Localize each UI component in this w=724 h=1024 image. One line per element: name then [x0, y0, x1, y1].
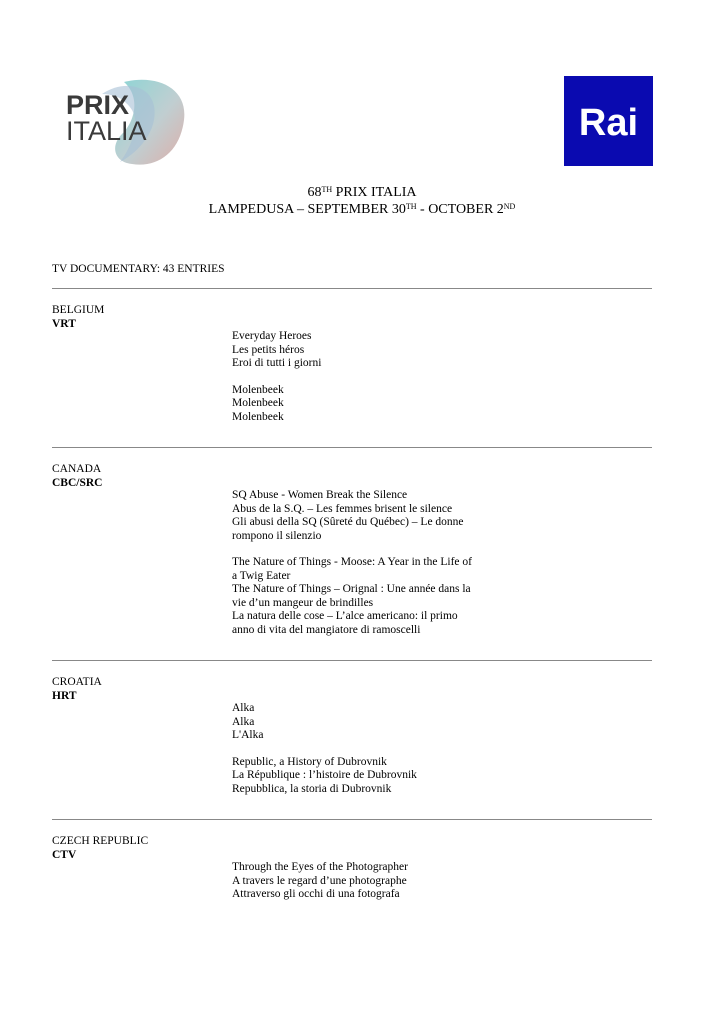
broadcaster-name: VRT	[52, 318, 76, 330]
divider	[52, 819, 652, 820]
program-title: Republic, a History of Dubrovnik	[232, 755, 387, 768]
program-list	[232, 489, 492, 637]
start-suffix: TH	[405, 202, 417, 211]
rai-text: Rai	[578, 102, 639, 144]
program-title: Les petits héros	[232, 343, 305, 356]
program-title: vie d’un mangeur de brindilles	[232, 596, 374, 609]
program-title: Eroi di tutti i giorni	[232, 357, 322, 369]
program-title: Everyday Heroes	[232, 330, 312, 342]
divider	[52, 288, 652, 289]
program-title: The Nature of Things - Moose: A Year in the Life of	[232, 556, 472, 568]
program-title: Alka	[232, 702, 255, 714]
divider	[52, 447, 652, 448]
country-block	[52, 303, 104, 331]
rai-logo	[564, 76, 653, 166]
end-suffix: ND	[503, 202, 516, 211]
country-name: CROATIA	[52, 676, 102, 688]
program-list	[232, 330, 492, 424]
location-dates-end: - OCTOBER 2	[416, 202, 504, 217]
program-title: Gli abusi della SQ (Sûreté du Québec) – Le donne	[232, 516, 464, 528]
location-dates	[0, 201, 724, 218]
divider	[52, 660, 652, 661]
broadcaster-name: HRT	[52, 690, 77, 702]
edition-suffix: TH	[321, 185, 333, 194]
broadcaster-name: CBC/SRC	[52, 477, 103, 489]
location-dates-start: LAMPEDUSA – SEPTEMBER 30	[208, 202, 406, 217]
prix-text: PRIX	[66, 90, 130, 120]
program-title: Molenbeek	[232, 397, 284, 409]
program-title: Molenbeek	[232, 410, 284, 423]
program-list	[232, 861, 492, 902]
italia-text: ITALIA	[66, 116, 147, 146]
program-title: Through the Eyes of the Photographer	[232, 861, 408, 873]
broadcaster-name: CTV	[52, 849, 77, 861]
prix-italia-logo	[62, 76, 188, 168]
category-heading: TV DOCUMENTARY: 43 ENTRIES	[52, 263, 225, 275]
country-name: BELGIUM	[52, 304, 105, 316]
program-title: a Twig Eater	[232, 569, 291, 582]
country-name: CZECH REPUBLIC	[52, 835, 149, 847]
program-title: Attraverso gli occhi di una fotografa	[232, 888, 400, 900]
country-name: CANADA	[52, 463, 102, 475]
program-title: anno di vita del mangiatore di ramoscelli	[232, 623, 421, 636]
program-title: Abus de la S.Q. – Les femmes brisent le silence	[232, 502, 453, 515]
program-title: A travers le regard d’une photographe	[232, 874, 407, 887]
program-title: Molenbeek	[232, 383, 284, 396]
country-block	[52, 834, 148, 862]
edition-title	[0, 184, 724, 201]
program-title: La natura delle cose – L’alce americano: il primo	[232, 610, 458, 622]
program-title: The Nature of Things – Orignal : Une année dans la	[232, 583, 471, 595]
program-title: La République : l’histoire de Dubrovnik	[232, 769, 417, 781]
program-title: SQ Abuse - Women Break the Silence	[232, 489, 408, 501]
country-block	[52, 462, 102, 490]
program-title: Alka	[232, 715, 255, 728]
program-title: Repubblica, la storia di Dubrovnik	[232, 782, 392, 795]
edition-number: 68	[307, 185, 322, 200]
country-block	[52, 675, 102, 703]
program-title: rompono il silenzio	[232, 529, 322, 542]
edition-name: PRIX ITALIA	[335, 185, 417, 200]
program-title: L'Alka	[232, 729, 264, 741]
program-list	[232, 702, 492, 796]
